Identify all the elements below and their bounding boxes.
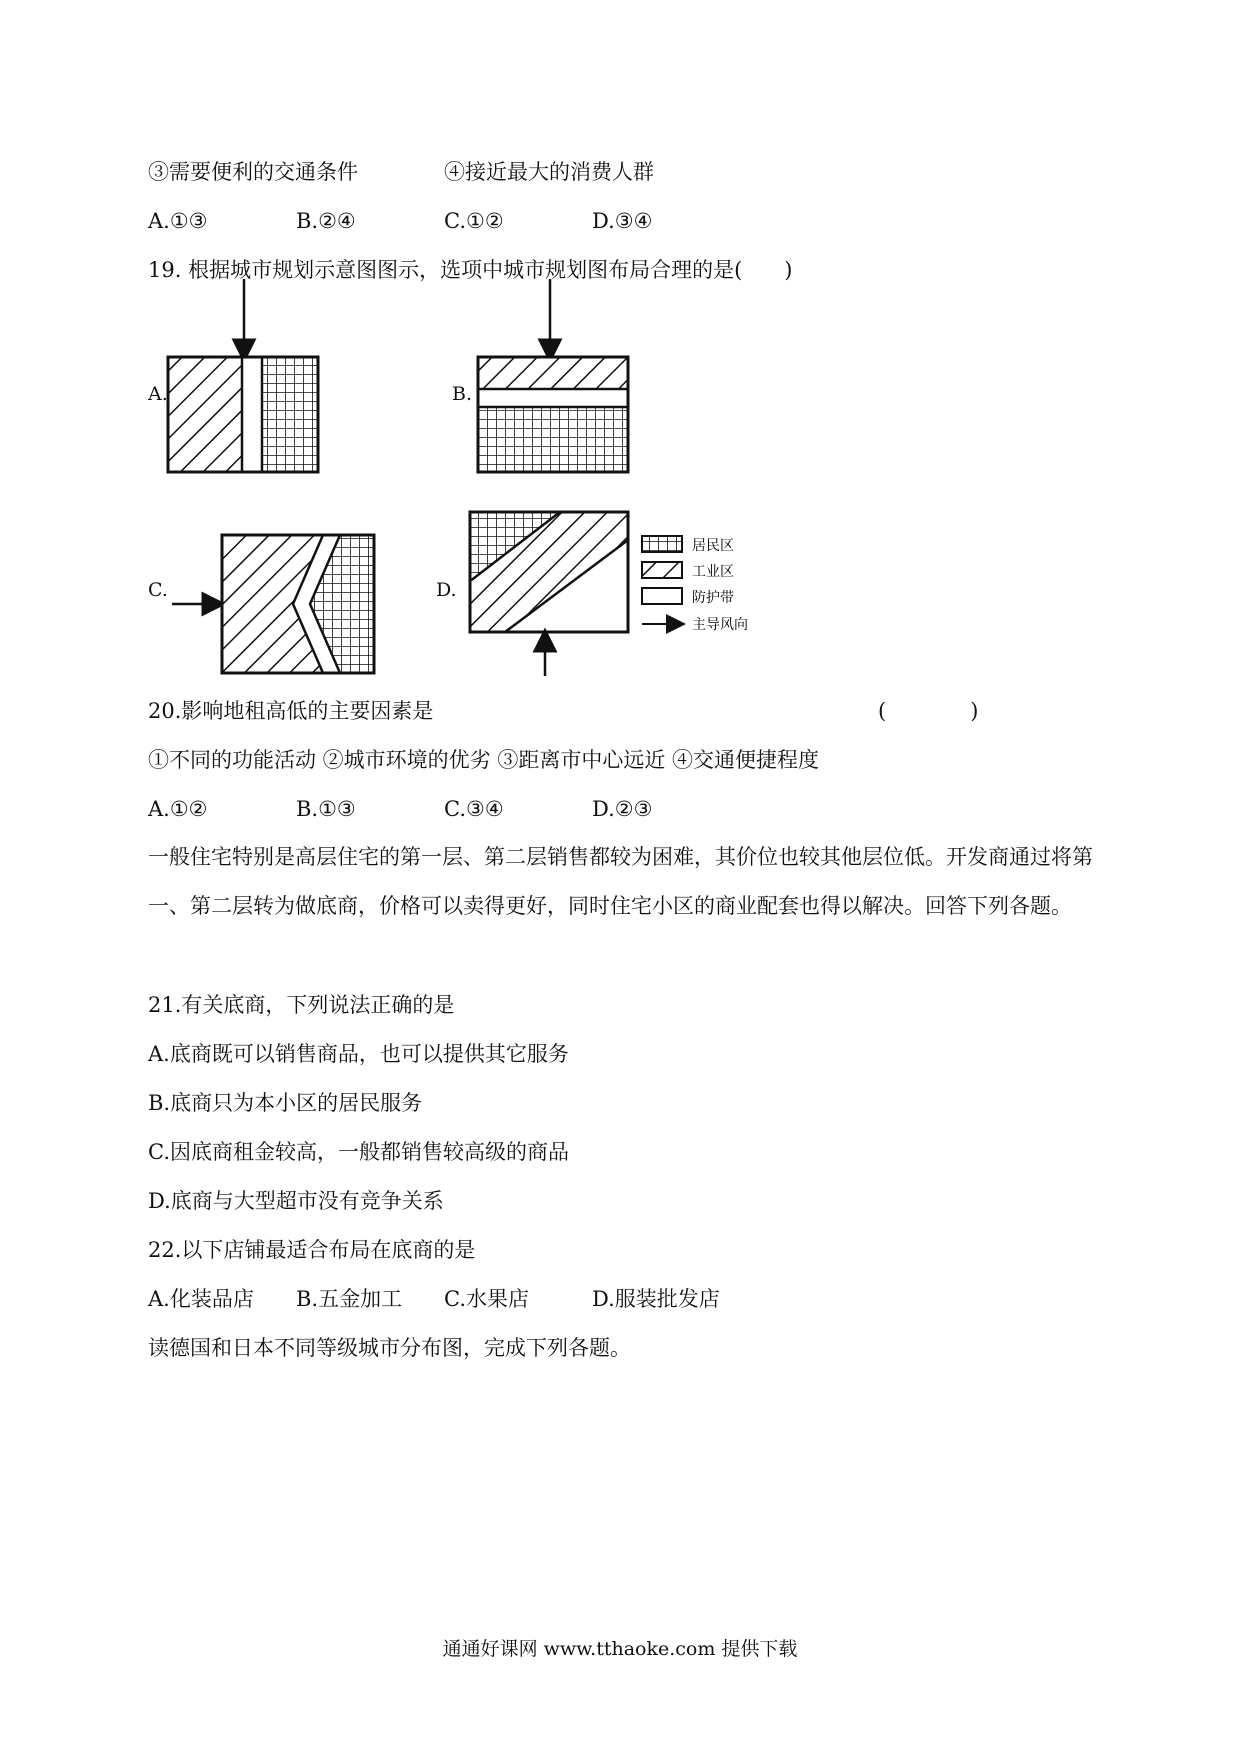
q21-option-d: D.底商与大型超市没有竞争关系	[148, 1189, 444, 1213]
legend-swatch-industrial	[642, 562, 682, 578]
page-footer: 通通好课网 www.tthaoke.com 提供下载	[442, 1638, 798, 1660]
q20-answer-c: C.③④	[444, 797, 504, 821]
legend-swatch-residential	[642, 536, 682, 552]
legend-residential: 居民区	[692, 538, 734, 554]
q18-answer-d: D.③④	[592, 209, 653, 233]
q19-label-a: A.	[148, 383, 168, 405]
q22-answer-c: C.水果店	[444, 1287, 529, 1311]
q19-label-b: B.	[452, 383, 473, 405]
q20-answer-a: A.①②	[148, 797, 208, 821]
diagram-d	[460, 500, 640, 680]
q20-bracket: ( )	[878, 699, 979, 723]
q19-label-d: D.	[436, 579, 457, 601]
diagram-a	[150, 275, 330, 475]
diagram-c	[170, 520, 380, 680]
q22-answer-d: D.服装批发店	[592, 1287, 720, 1311]
q18-answer-a: A.①③	[148, 209, 208, 233]
legend-wind: 主导风向	[692, 617, 748, 633]
q18-option-3: ③需要便利的交通条件	[148, 160, 358, 184]
diagram-b	[460, 275, 640, 475]
q22-answer-a: A.化装品店	[148, 1287, 254, 1311]
diagram-legend	[640, 532, 810, 642]
legend-swatch-buffer	[642, 588, 682, 604]
q21-option-a: A.底商既可以销售商品，也可以提供其它服务	[148, 1042, 569, 1066]
q20-answer-b: B.①③	[296, 797, 356, 821]
q20-answer-d: D.②③	[592, 797, 653, 821]
q19-stem: 19. 根据城市规划示意图图示，选项中城市规划图布局合理的是( )	[148, 258, 793, 282]
q19-label-c: C.	[148, 579, 168, 601]
q22-stem: 22.以下店铺最适合布局在底商的是	[148, 1238, 476, 1262]
q21-stem: 21.有关底商，下列说法正确的是	[148, 993, 455, 1017]
passage-text: 一般住宅特别是高层住宅的第一层、第二层销售都较为困难，其价位也较其他层位低。开发商通过将第一、第二层转为做底商，价格可以卖得更好，同时住宅小区的商业配套也得以解决。回答下列各题。	[148, 845, 1093, 918]
legend-buffer: 防护带	[692, 590, 734, 606]
q21-option-c: C.因底商租金较高，一般都销售较高级的商品	[148, 1140, 569, 1164]
legend-industrial: 工业区	[692, 564, 734, 580]
q20-factors: ①不同的功能活动 ②城市环境的优劣 ③距离市中心远近 ④交通便捷程度	[148, 748, 820, 772]
q18-answer-b: B.②④	[296, 209, 356, 233]
q18-option-4: ④接近最大的消费人群	[444, 160, 654, 184]
q18-answer-c: C.①②	[444, 209, 504, 233]
q22-answer-b: B.五金加工	[296, 1287, 403, 1311]
next-section-intro: 读德国和日本不同等级城市分布图，完成下列各题。	[148, 1336, 631, 1360]
q20-stem: 20.影响地租高低的主要因素是	[148, 699, 434, 723]
q21-option-b: B.底商只为本小区的居民服务	[148, 1091, 423, 1115]
